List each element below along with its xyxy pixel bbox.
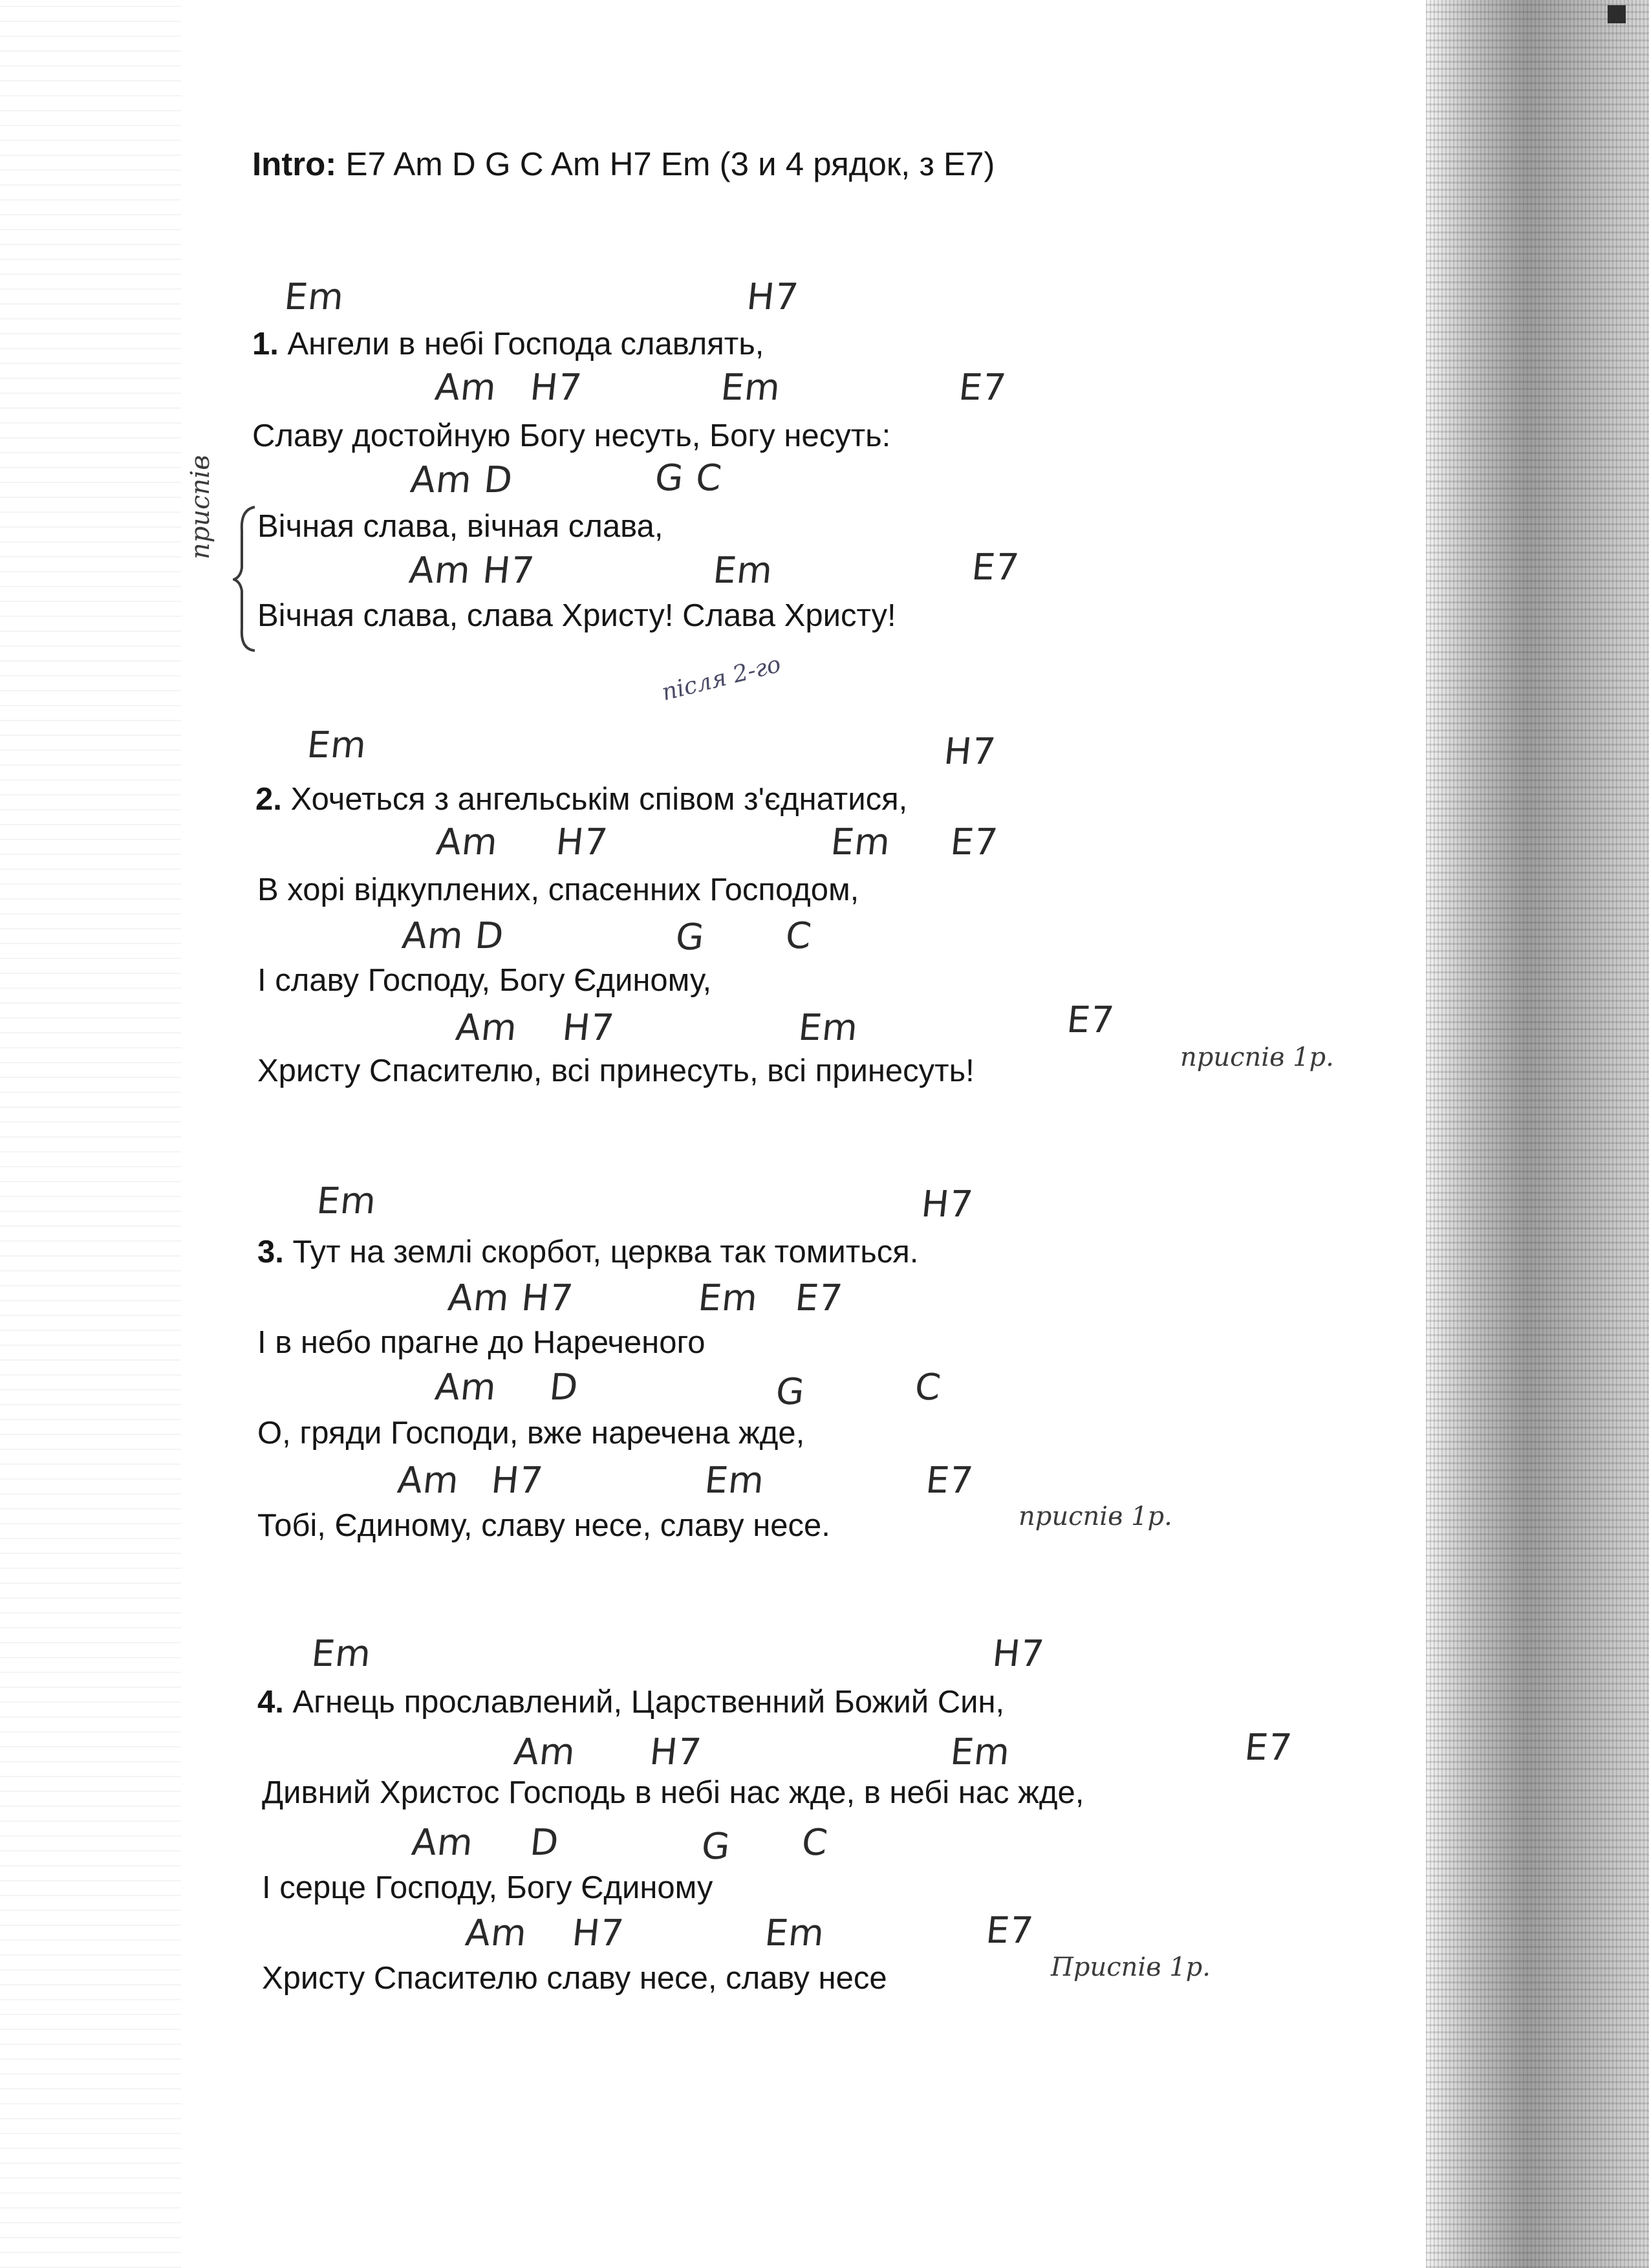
chord: Am xyxy=(395,1460,462,1502)
chord: Em xyxy=(309,1633,374,1675)
verse-line: Вічная слава, вічная слава, xyxy=(257,509,663,544)
chord: E7 xyxy=(969,546,1022,589)
chord: E7 xyxy=(923,1460,976,1502)
chord: H7 xyxy=(647,1731,704,1773)
chord: Em xyxy=(711,550,775,592)
chord: Am xyxy=(512,1731,578,1773)
verse-line: І в небо прагне до Нареченого xyxy=(257,1325,706,1360)
scan-corner-mark xyxy=(1608,5,1626,23)
chord: H7 xyxy=(528,367,585,409)
chord: D xyxy=(547,1366,581,1409)
verse-line: Вічная слава, слава Христу! Слава Христу! xyxy=(257,598,896,633)
chord: C xyxy=(912,1366,943,1409)
verse-line: Славу достойную Богу несуть, Богу несуть: xyxy=(252,418,891,453)
verse-line: І славу Господу, Богу Єдиному, xyxy=(257,963,712,998)
chord: E7 xyxy=(1242,1727,1295,1769)
lyric-text: Хочеться з ангельськім співом з'єднатися, xyxy=(290,782,908,817)
chord: Am xyxy=(400,915,466,957)
verse-number: 4. xyxy=(257,1685,284,1720)
chord: D xyxy=(528,1822,561,1864)
chord: G xyxy=(699,1826,733,1868)
chord: Em xyxy=(796,1007,861,1049)
margin-note-chorus: приспів xyxy=(186,455,215,559)
verse-line: Христу Спасителю славу несе, славу несе xyxy=(262,1961,887,1996)
chord: Am xyxy=(433,367,499,409)
chord: E7 xyxy=(1064,999,1117,1041)
chord: H7 xyxy=(919,1183,976,1226)
chord: G C xyxy=(652,457,724,499)
chord: Em xyxy=(718,367,783,409)
verse-line xyxy=(255,784,907,815)
scan-noise-band xyxy=(1426,0,1649,2268)
note-chorus-once: приспів 1р. xyxy=(1180,1042,1334,1072)
intro-line xyxy=(252,147,995,180)
verse-line: І серце Господу, Богу Єдиному xyxy=(262,1870,713,1905)
chord: E7 xyxy=(948,821,1000,863)
chord: Em xyxy=(282,276,347,318)
chord: E7 xyxy=(956,367,1009,409)
verse-line xyxy=(257,1237,918,1268)
chord: Am H7 xyxy=(407,550,537,592)
chord: H7 xyxy=(560,1007,617,1049)
verse-number: 2. xyxy=(255,782,282,817)
verse-line xyxy=(252,329,764,360)
lyric-text: Ангели в небі Господа славлять, xyxy=(287,327,764,362)
verse-line: Христу Спасителю, всі принесуть, всі принесуть! xyxy=(257,1053,975,1088)
chord: Am xyxy=(433,1366,499,1409)
chord: H7 xyxy=(744,276,801,318)
chord: H7 xyxy=(570,1912,627,1954)
verse-line: В хорі відкуплених, спасенних Господом, xyxy=(257,872,859,907)
chord: Am D xyxy=(408,459,515,501)
chord: H7 xyxy=(990,1633,1047,1675)
chord: Am H7 xyxy=(446,1277,576,1319)
intro-chords: E7 Am D G C Am H7 Em (3 и 4 рядок, з E7) xyxy=(345,146,995,182)
chord: Am xyxy=(463,1912,530,1954)
chord: C xyxy=(783,915,814,957)
chord: Am xyxy=(453,1007,520,1049)
verse-line: О, гряди Господи, вже наречена жде, xyxy=(257,1416,805,1451)
lyric-text: Агнець прославлений, Царственний Божий Син, xyxy=(292,1685,1005,1720)
chord: H7 xyxy=(942,731,998,773)
verse-line xyxy=(257,1687,1004,1718)
chord: H7 xyxy=(489,1460,546,1502)
verse-line: Тобі, Єдиному, славу несе, славу несе. xyxy=(257,1508,830,1543)
note-chorus-once: Приспів 1р. xyxy=(1051,1952,1211,1982)
chord: Em xyxy=(702,1460,767,1502)
chord: Em xyxy=(314,1180,379,1222)
chord: E7 xyxy=(793,1277,845,1319)
chord: Em xyxy=(762,1912,827,1954)
scan-noise-left xyxy=(0,0,181,2268)
chord: G xyxy=(673,916,707,958)
chord: G xyxy=(773,1371,807,1413)
chord: E7 xyxy=(984,1910,1036,1952)
chorus-bracket-icon xyxy=(233,504,259,653)
verse-number: 3. xyxy=(257,1235,284,1269)
lyric-text: Тут на землі скорбот, церква так томиться. xyxy=(292,1235,919,1269)
chord: D xyxy=(473,915,506,957)
chord: Am xyxy=(434,821,501,863)
chord: C xyxy=(799,1822,830,1864)
chord: Em xyxy=(305,724,369,766)
note-after-second: після 2-го xyxy=(659,651,784,706)
chord: Em xyxy=(828,821,893,863)
chord: Em xyxy=(948,1731,1013,1773)
chord: H7 xyxy=(554,821,610,863)
intro-label: Intro: xyxy=(252,146,337,182)
verse-line: Дивний Христос Господь в небі нас жде, в небі нас жде, xyxy=(262,1775,1084,1810)
verse-number: 1. xyxy=(252,327,279,362)
note-chorus-once: приспів 1р. xyxy=(1018,1502,1172,1531)
chord: Em xyxy=(696,1277,760,1319)
chord: Am xyxy=(409,1822,476,1864)
